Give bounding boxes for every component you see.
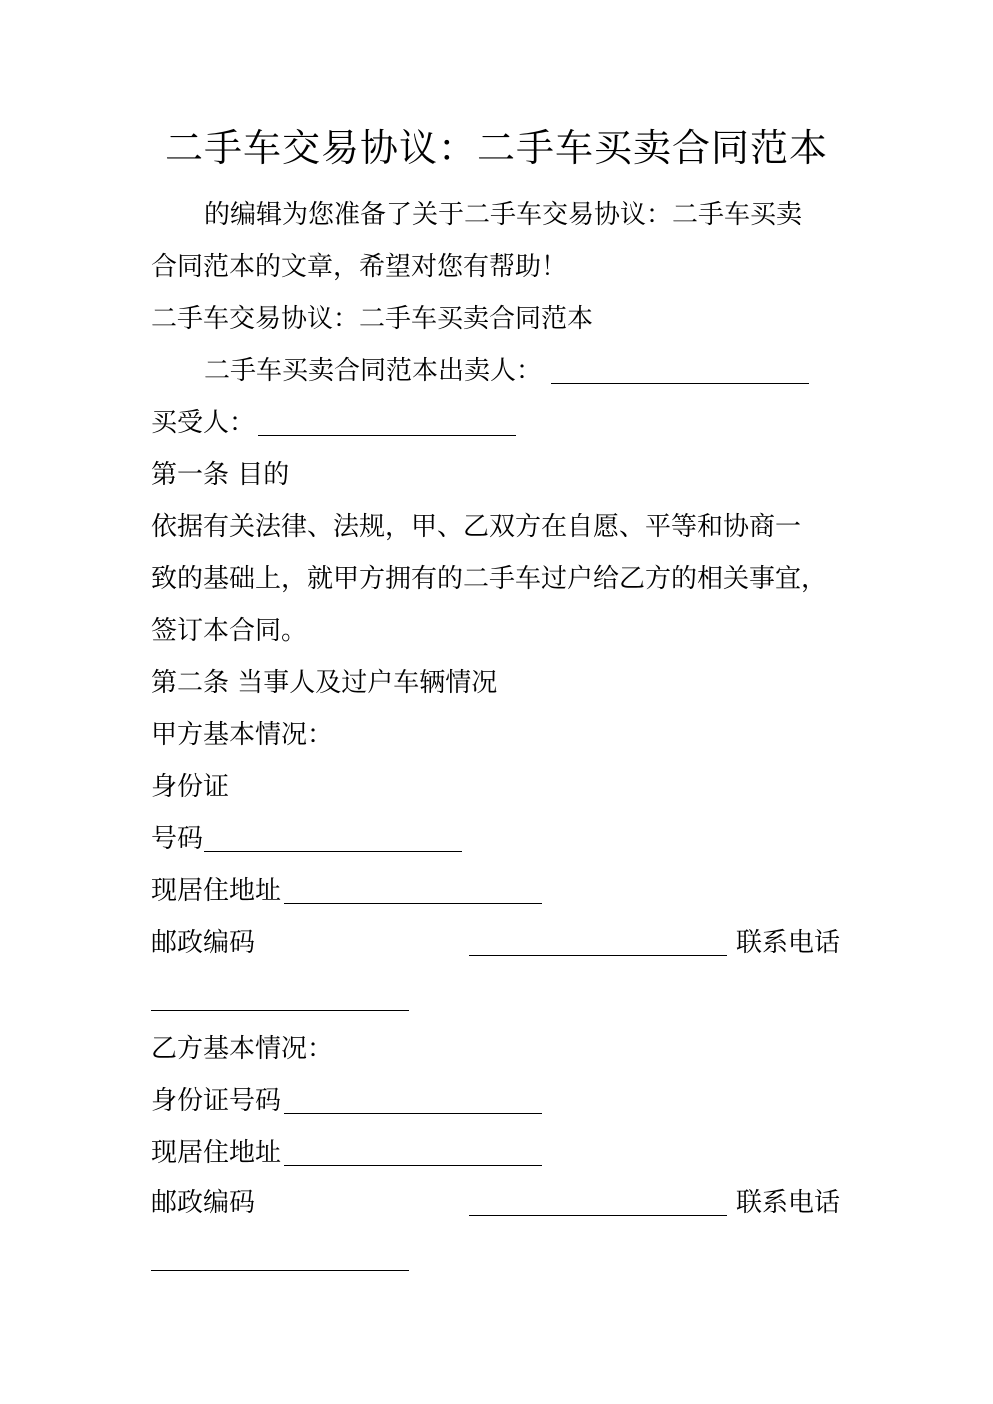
party-a-address-blank	[284, 903, 542, 904]
buyer-label: 买受人：	[151, 408, 256, 438]
article-2-heading: 第二条 当事人及过户车辆情况	[151, 668, 498, 698]
party-a-phone-label: 联系电话	[736, 928, 841, 958]
party-b-postcode-blank	[469, 1215, 727, 1216]
party-a-phone-blank	[151, 1010, 409, 1011]
intro-line-1: 的编辑为您准备了关于二手车交易协议：二手车买卖	[204, 200, 803, 230]
intro-line-2: 合同范本的文章，希望对您有帮助！	[151, 252, 568, 282]
article-1-line-1: 依据有关法律、法规，甲、乙双方在自愿、平等和协商一	[151, 512, 802, 542]
article-1-heading: 第一条 目的	[151, 460, 290, 490]
article-1-line-2: 致的基础上，就甲方拥有的二手车过户给乙方的相关事宜，	[151, 564, 828, 594]
article-1-line-3: 签订本合同。	[151, 616, 308, 646]
party-a-id-label: 身份证	[151, 772, 230, 802]
seller-blank	[551, 383, 809, 384]
party-a-heading: 甲方基本情况：	[151, 720, 334, 750]
party-b-phone-blank	[151, 1270, 409, 1271]
party-b-phone-label: 联系电话	[736, 1188, 841, 1218]
party-b-id-label: 身份证号码	[151, 1086, 282, 1116]
subtitle: 二手车交易协议：二手车买卖合同范本	[151, 304, 594, 334]
party-a-postcode-blank	[469, 955, 727, 956]
party-a-address-label: 现居住地址	[151, 876, 282, 906]
buyer-blank	[258, 435, 516, 436]
party-b-id-blank	[284, 1113, 542, 1114]
party-b-address-label: 现居住地址	[151, 1138, 282, 1168]
document-title: 二手车交易协议：二手车买卖合同范本	[164, 126, 828, 170]
seller-label: 二手车买卖合同范本出卖人：	[204, 356, 543, 386]
party-b-address-blank	[284, 1165, 542, 1166]
party-b-heading: 乙方基本情况：	[151, 1034, 334, 1064]
party-a-id-blank	[204, 851, 462, 852]
party-b-postcode-label: 邮政编码	[151, 1188, 256, 1218]
party-a-postcode-label: 邮政编码	[151, 928, 256, 958]
party-a-id-number-label: 号码	[151, 824, 204, 854]
